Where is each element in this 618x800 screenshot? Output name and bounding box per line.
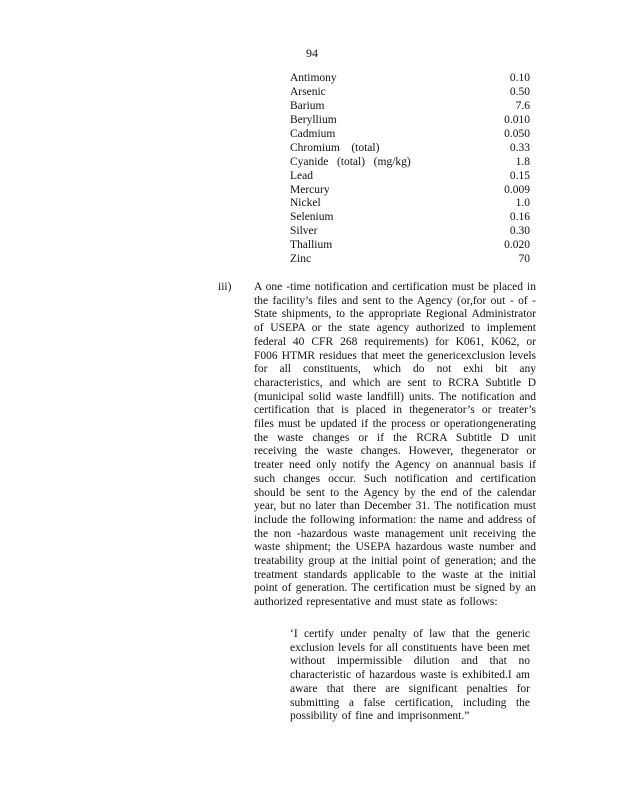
page-number: 94	[306, 46, 318, 60]
constituent-value: 1.8	[515, 155, 530, 168]
constituent-name: Lead	[290, 169, 313, 182]
constituent-value: 0.33	[509, 141, 530, 154]
constituent-value: 7.6	[515, 99, 530, 112]
constituent-value: 70	[518, 253, 530, 266]
constituent-value: 0.020	[504, 239, 530, 252]
constituent-value: 0.009	[504, 183, 530, 196]
constituent-value: 0.30	[509, 225, 530, 238]
constituent-name: Antimony	[290, 72, 337, 84]
constituent-value: 0.15	[509, 169, 530, 182]
limits-row	[290, 72, 530, 86]
constituent-value: 0.010	[504, 113, 530, 126]
limits-row	[290, 142, 530, 156]
constituent-name: Mercury	[290, 183, 330, 196]
limits-row	[290, 156, 530, 170]
certification-quote	[290, 628, 530, 724]
limits-row	[290, 100, 530, 114]
limits-row	[290, 184, 530, 198]
constituent-value: 0.16	[509, 211, 530, 224]
item-label: iii)	[218, 281, 232, 293]
item-body	[254, 281, 536, 610]
constituent-name: Thallium	[290, 239, 333, 252]
constituent-value: 0.10	[509, 72, 530, 84]
limits-row	[290, 211, 530, 225]
constituent-limits-table	[290, 72, 530, 267]
limits-row	[290, 197, 530, 211]
notification-paragraph: A one -time notification and certification must be placed in the facility’s files and sent to the Agency (or,for out - of - State shipments, to the appropriate Regional Administrator of USEPA or the state agency authorized to implement federal 40 CFR 268 requirements) for K061, K062, or F006 HTMR residues that meet the genericexclusion levels for all constituents, which do not exhi bit any characteristics, and which are sent to RCRA Subtitle D (municipal solid waste landfill) units. The notification and certification that is placed in thegenerator’s or treater’s files must be updated if the process or operationgenerating the waste changes or if the RCRA Subtitle D unit receiving the waste changes. However, thegenerator or treater need only notify the Agency on anannual basis if such changes occur. Such notification and certification should be sent to the Agency by the end of the calendar year, but no later than December 31. The notification must include the following information: the name and address of the non -hazardous waste management unit receiving the waste shipment; the USEPA hazardous waste number and treatability group at the initial point of generation; and the treatment standards applicable to the waste at the initial point of generation. The certification must be signed by an authorized representative and must state as follows:	[254, 281, 536, 609]
limits-row	[290, 128, 530, 142]
constituent-name: Beryllium	[290, 113, 337, 126]
constituent-value: 1.0	[515, 197, 530, 210]
constituent-name: Arsenic	[290, 85, 326, 98]
constituent-name: Cadmium	[290, 127, 336, 140]
constituent-name: Zinc	[290, 253, 312, 266]
constituent-value: 0.050	[504, 127, 530, 140]
constituent-value: 0.50	[509, 85, 530, 98]
constituent-name: Nickel	[290, 197, 321, 210]
limits-row	[290, 86, 530, 100]
limits-row	[290, 239, 530, 253]
limits-row	[290, 170, 530, 184]
limits-row	[290, 225, 530, 239]
constituent-name: Chromium (total)	[290, 141, 380, 154]
constituent-name: Silver	[290, 225, 318, 238]
constituent-name: Selenium	[290, 211, 334, 224]
quote-text: ‘I certify under penalty of law that the generic exclusion levels for all constituents have been met without impermissible dilution and that no characteristic of hazardous waste is exhibited.I am aware that there are significant penalties for submitting a false certification, including the possibility of fine and imprisonment.”	[290, 628, 530, 723]
constituent-name: Barium	[290, 99, 325, 112]
limits-row	[290, 114, 530, 128]
constituent-name: Cyanide (total) (mg/kg)	[290, 155, 411, 168]
limits-row	[290, 253, 530, 267]
